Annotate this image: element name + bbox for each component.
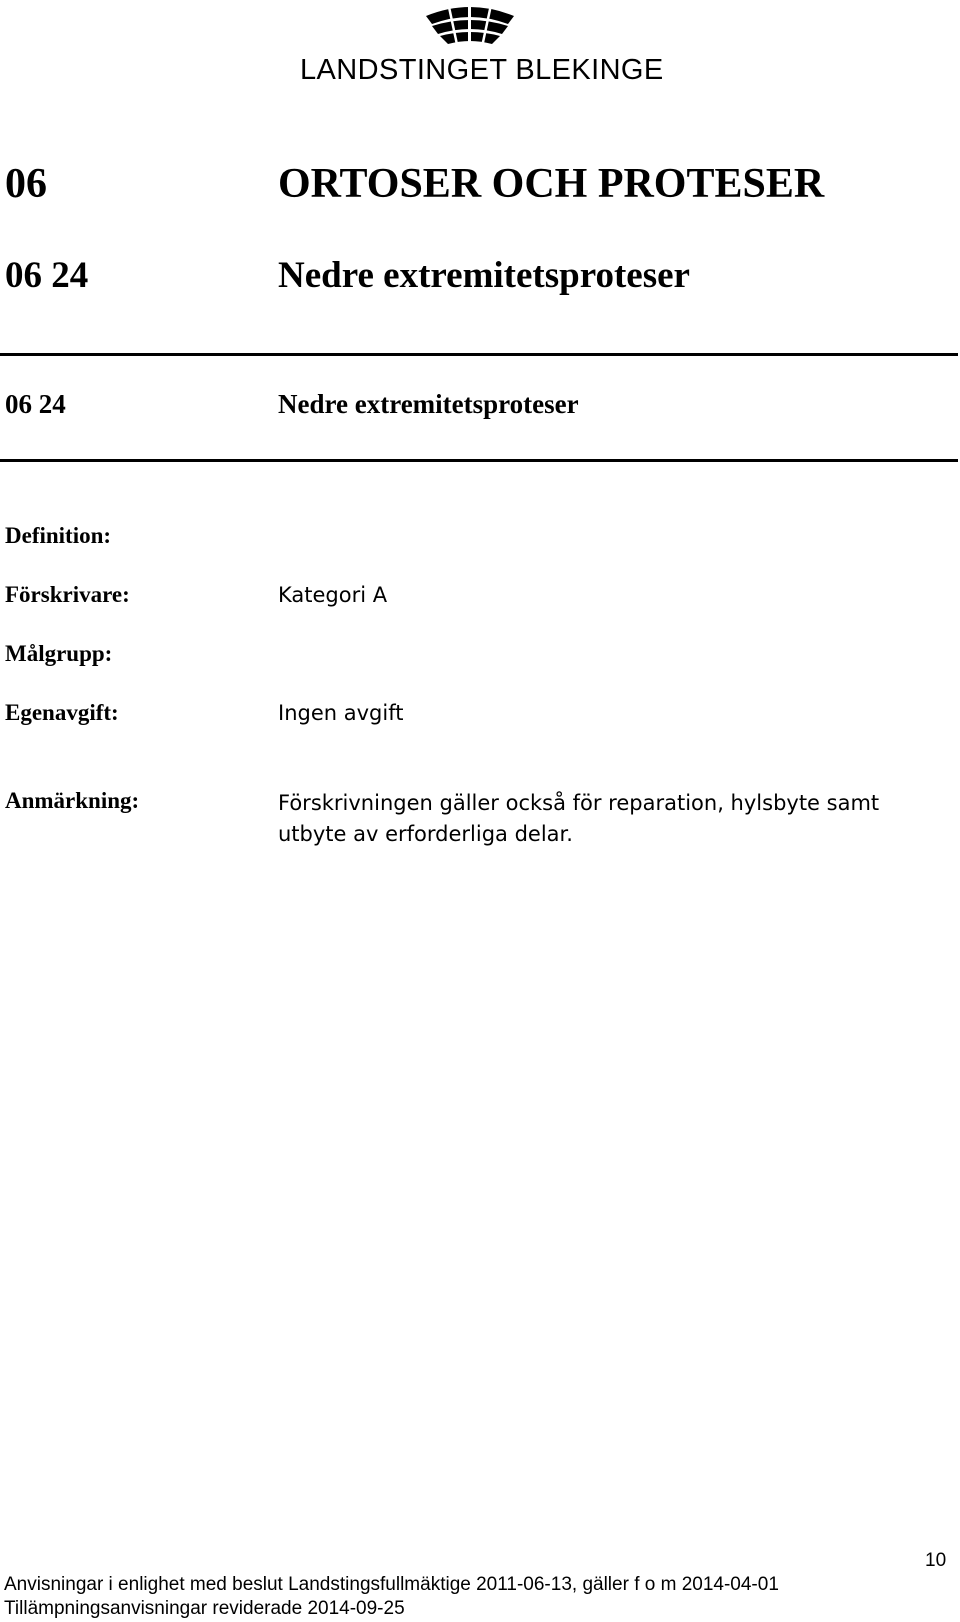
fee-value: Ingen avgift [278, 701, 404, 725]
prescriber-label: Förskrivare: [5, 582, 130, 607]
footer-line-2: Tillämpningsanvisningar reviderade 2014-09-25 [4, 1598, 405, 1619]
logo-wordmark: LANDSTINGET BLEKINGE [300, 54, 664, 86]
subsection-number: 06 24 [5, 389, 66, 419]
divider-bottom [0, 459, 958, 462]
remark-label: Anmärkning: [5, 788, 140, 813]
definition-label: Definition: [5, 523, 112, 548]
target-group-label: Målgrupp: [5, 641, 113, 666]
organization-logo [300, 0, 664, 92]
section-title: Nedre extremitetsproteser [278, 255, 690, 296]
subsection-title: Nedre extremitetsproteser [278, 389, 579, 419]
fee-label: Egenavgift: [5, 700, 119, 725]
chapter-number: 06 [5, 161, 47, 207]
prescriber-value: Kategori A [278, 583, 388, 607]
divider-top [0, 353, 958, 356]
chapter-title: ORTOSER OCH PROTESER [278, 161, 825, 207]
page-number: 10 [925, 1550, 947, 1571]
remark-value: Förskrivningen gäller också för reparation, hylsbyte samt utbyte av erforderliga delar. [278, 791, 880, 846]
section-number: 06 24 [5, 255, 89, 296]
footer-line-1: Anvisningar i enlighet med beslut Landstingsfullmäktige 2011-06-13, gäller f o m 2014-04-01 [4, 1574, 779, 1595]
ship-emblem-icon [422, 2, 518, 48]
